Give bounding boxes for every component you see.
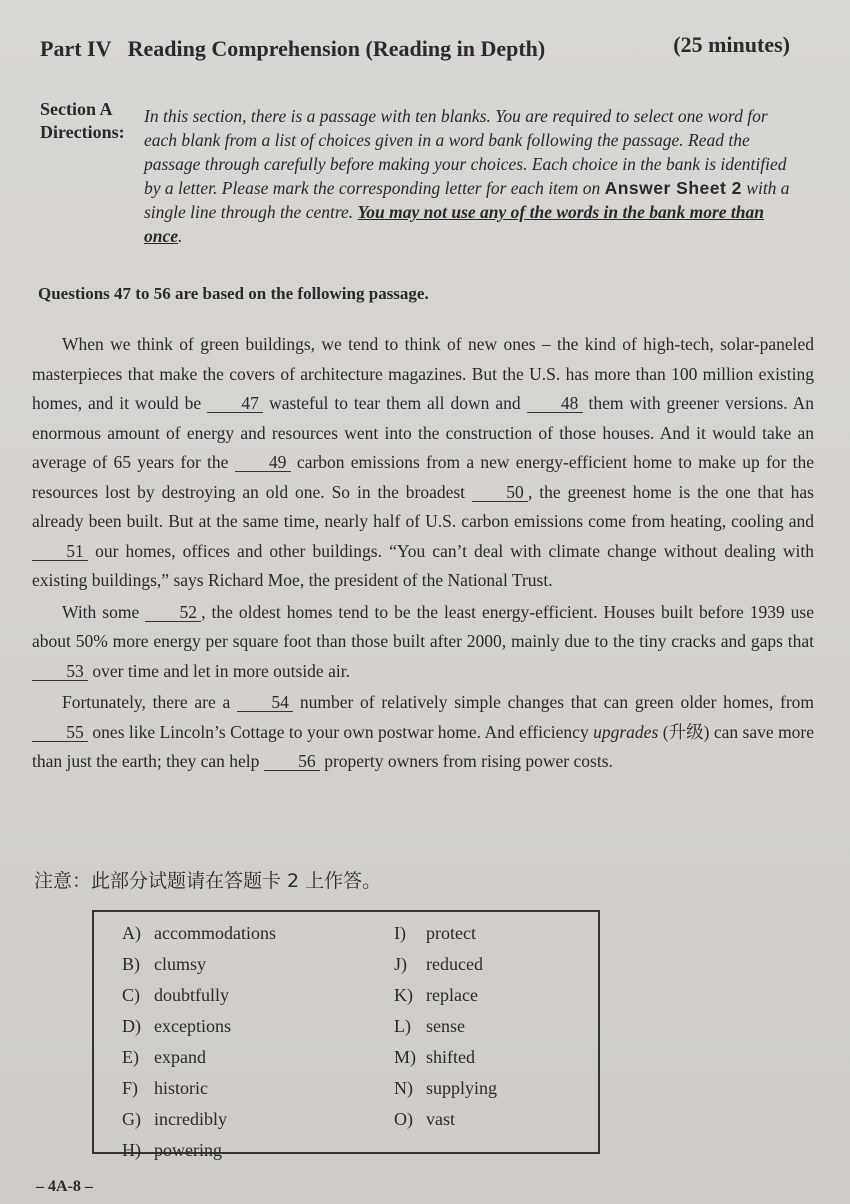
answer-sheet-label: Answer Sheet 2 bbox=[604, 178, 742, 198]
word-bank-letter: B) bbox=[122, 954, 140, 974]
passage-text: wasteful to tear them all down and bbox=[269, 393, 521, 413]
word-bank-letter: O) bbox=[394, 1109, 413, 1129]
word-bank-item bbox=[122, 1137, 276, 1168]
passage-italic-word: upgrades bbox=[593, 721, 659, 742]
word-bank-letter: M) bbox=[394, 1047, 416, 1067]
word-bank-letter: N) bbox=[394, 1078, 413, 1098]
passage-text: number of relatively simple changes that can green older homes, from bbox=[299, 692, 815, 712]
word-bank-item bbox=[394, 1075, 497, 1106]
passage-text: When we think of green buildings, we tend to think of new ones – the kind of high-tech, solar-paneled masterpieces that make the covers of architecture magazines. But the U.S. has more than 100 million existing homes, and it would be bbox=[32, 334, 814, 413]
word-bank-letter: I) bbox=[394, 923, 406, 943]
directions-warning-end: . bbox=[178, 226, 183, 246]
word-bank-letter: L) bbox=[394, 1016, 411, 1036]
blank-53: 53 bbox=[32, 662, 88, 681]
word-bank-word: replace bbox=[426, 985, 478, 1005]
word-bank-letter: G) bbox=[122, 1109, 141, 1129]
word-bank-word: incredibly bbox=[154, 1109, 227, 1129]
word-bank-item bbox=[394, 1044, 497, 1075]
word-bank-letter: F) bbox=[122, 1078, 139, 1098]
passage-paragraph-2 bbox=[32, 598, 814, 687]
word-bank-word: supplying bbox=[426, 1078, 498, 1098]
word-bank-item bbox=[122, 951, 276, 982]
word-bank-letter: K) bbox=[394, 985, 413, 1005]
word-bank-item bbox=[122, 1075, 276, 1106]
directions-label: Directions: bbox=[40, 122, 125, 142]
passage-text: , the greenest home is the one that has already been built. But at the same time, nearly half of U.S. carbon emissions come from heating, cooling and bbox=[32, 481, 814, 531]
word-bank-word: vast bbox=[426, 1109, 455, 1129]
word-bank-word: accommodations bbox=[154, 923, 276, 943]
word-bank-word: sense bbox=[426, 1016, 465, 1036]
word-bank-left-column bbox=[122, 920, 276, 1168]
blank-50: 50 bbox=[472, 483, 528, 502]
blank-55: 55 bbox=[32, 723, 88, 742]
passage bbox=[32, 330, 814, 777]
word-bank-item bbox=[394, 1106, 497, 1137]
part-header bbox=[40, 22, 800, 72]
passage-text: ones like Lincoln’s Cottage to your own postwar home. And efficiency bbox=[92, 721, 589, 742]
passage-text: Fortunately, there are a bbox=[62, 692, 231, 712]
word-bank-item bbox=[122, 1106, 276, 1137]
word-bank-letter: D) bbox=[122, 1016, 141, 1036]
word-bank-letter: E) bbox=[122, 1047, 139, 1067]
word-bank-letter: A) bbox=[122, 923, 141, 943]
word-bank-word: doubtfully bbox=[154, 985, 229, 1005]
passage-text: them with greener versions. An enormous amount of energy and resources went into the construction of those houses. And it would take an average of 65 years for the bbox=[32, 393, 815, 472]
word-bank-word: powering bbox=[154, 1140, 222, 1160]
word-bank-word: shifted bbox=[426, 1047, 475, 1067]
section-label: Section A bbox=[40, 99, 113, 119]
passage-text: our homes, offices and other buildings. “You can’t deal with climate change without dealing with existing buildings,” says Richard Moe, the president of the National Trust. bbox=[32, 540, 814, 590]
word-bank-item bbox=[394, 920, 497, 951]
word-bank-word: protect bbox=[426, 923, 476, 943]
word-bank-word: exceptions bbox=[154, 1016, 231, 1036]
word-bank-word: clumsy bbox=[154, 954, 206, 974]
answer-note: 注意：此部分试题请在答题卡 2 上作答。 bbox=[34, 870, 382, 892]
passage-text: , the oldest homes tend to be the least energy-efficient. Houses built before 1939 use about 50% more energy per square foot than those built after 2000, mainly due to the tiny cracks and gaps that bbox=[32, 601, 815, 651]
blank-54: 54 bbox=[237, 693, 293, 712]
word-bank-right-column bbox=[394, 920, 497, 1137]
questions-intro: Questions 47 to 56 are based on the following passage. bbox=[38, 284, 429, 303]
blank-47: 47 bbox=[207, 394, 263, 413]
page-number: – 4A-8 – bbox=[36, 1178, 93, 1195]
blank-49: 49 bbox=[235, 453, 291, 472]
word-bank-word: historic bbox=[154, 1078, 208, 1098]
word-bank-item bbox=[394, 951, 497, 982]
time-limit: (25 minutes) bbox=[673, 32, 790, 57]
word-bank bbox=[92, 910, 600, 1160]
word-bank-word: reduced bbox=[426, 954, 483, 974]
blank-56: 56 bbox=[264, 752, 320, 771]
passage-text: With some bbox=[62, 601, 140, 622]
word-bank-item bbox=[122, 982, 276, 1013]
passage-text: carbon emissions from a new energy-efficient home to make up for the resources lost by destroying an old one. So in the broadest bbox=[32, 452, 814, 502]
passage-paragraph-3 bbox=[32, 688, 814, 777]
directions-text bbox=[144, 104, 804, 248]
word-bank-letter: J) bbox=[394, 954, 407, 974]
passage-paragraph-1 bbox=[32, 330, 814, 596]
blank-48: 48 bbox=[527, 394, 583, 413]
word-bank-letter: C) bbox=[122, 985, 140, 1005]
blank-51: 51 bbox=[32, 542, 88, 561]
directions-warning: You may not use any of the words in the bank more than once bbox=[144, 202, 764, 246]
word-bank-word: expand bbox=[154, 1047, 206, 1067]
passage-text: property owners from rising power costs. bbox=[324, 751, 613, 771]
passage-text: (升级) can save more than just the earth; they can help bbox=[32, 721, 815, 771]
passage-text: over time and let in more outside air. bbox=[92, 660, 350, 681]
directions-tail: with a single line through the centre. bbox=[144, 178, 790, 222]
word-bank-letter: H) bbox=[122, 1140, 141, 1160]
word-bank-item bbox=[122, 1013, 276, 1044]
part-title: Part IV Reading Comprehension (Reading in Depth) bbox=[40, 36, 546, 61]
word-bank-item bbox=[122, 1044, 276, 1075]
directions-body: In this section, there is a passage with ten blanks. You are required to select one word for each blank from a list of choices given in a word bank following the passage. Read the passage through carefully before making your choices. Each choice in the bank is identified by a letter. Please mark the corresponding letter for each item on bbox=[144, 106, 787, 198]
word-bank-item bbox=[394, 1013, 497, 1044]
word-bank-item bbox=[394, 982, 497, 1013]
word-bank-item bbox=[122, 920, 276, 951]
blank-52: 52 bbox=[145, 603, 201, 622]
